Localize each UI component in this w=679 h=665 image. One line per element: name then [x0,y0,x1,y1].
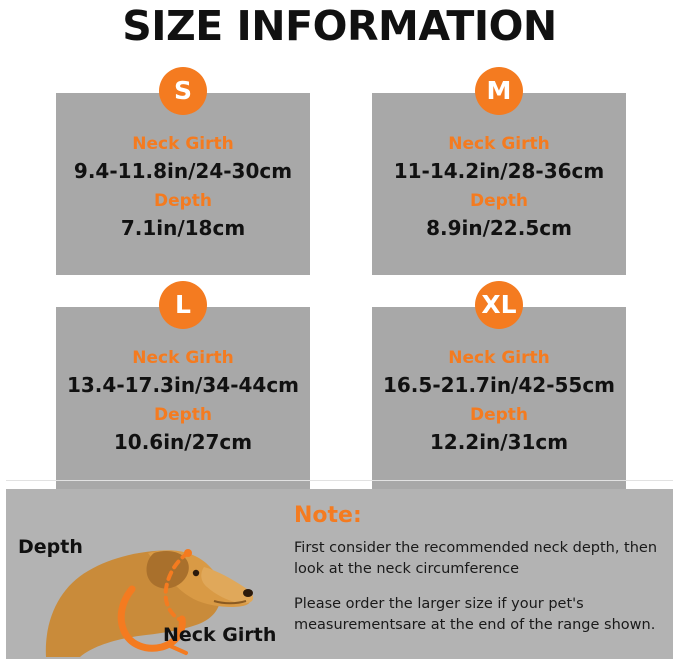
section-divider [6,480,673,481]
neck-girth-value: 16.5-21.7in/42-55cm [382,372,616,397]
depth-value: 8.9in/22.5cm [426,215,572,240]
size-card-large [56,290,310,489]
neck-girth-label: Neck Girth [448,134,550,155]
depth-label: Depth [153,404,213,425]
neck-girth-label: Neck Girth [132,348,234,369]
size-badge-medium: M [475,67,523,115]
depth-label: Depth [469,190,529,211]
size-card-grid [0,63,679,473]
note-title: Note: [294,503,362,528]
size-card-xlarge [372,290,626,489]
depth-value: 7.1in/18cm [120,215,246,240]
neck-girth-label: Neck Girth [448,348,550,369]
depth-label: Depth [469,404,529,425]
neck-girth-label: Neck Girth [132,134,234,155]
size-card-small [56,76,310,275]
depth-label: Depth [153,190,213,211]
footer-note-panel [6,489,673,659]
size-card-medium [372,76,626,275]
depth-value: 10.6in/27cm [113,429,253,454]
depth-value: 12.2in/31cm [429,429,569,454]
diagram-depth-label: Depth [18,536,83,558]
neck-girth-value: 9.4-11.8in/24-30cm [73,158,293,183]
note-line-2: Please order the larger size if your pet's measurementsare at the end of the range shown. [294,596,656,634]
page-title: SIZE INFORMATION [122,2,557,50]
neck-girth-value: 13.4-17.3in/34-44cm [66,372,300,397]
diagram-neck-girth-label: Neck Girth [163,624,277,646]
note-block [294,503,666,650]
size-badge-small: S [159,67,207,115]
measurement-diagram [6,489,286,659]
size-badge-xlarge: XL [475,281,523,329]
size-badge-large: L [159,281,207,329]
note-line-1: First consider the recommended neck depth, then look at the neck circumference [294,540,658,578]
neck-girth-value: 11-14.2in/28-36cm [393,158,605,183]
